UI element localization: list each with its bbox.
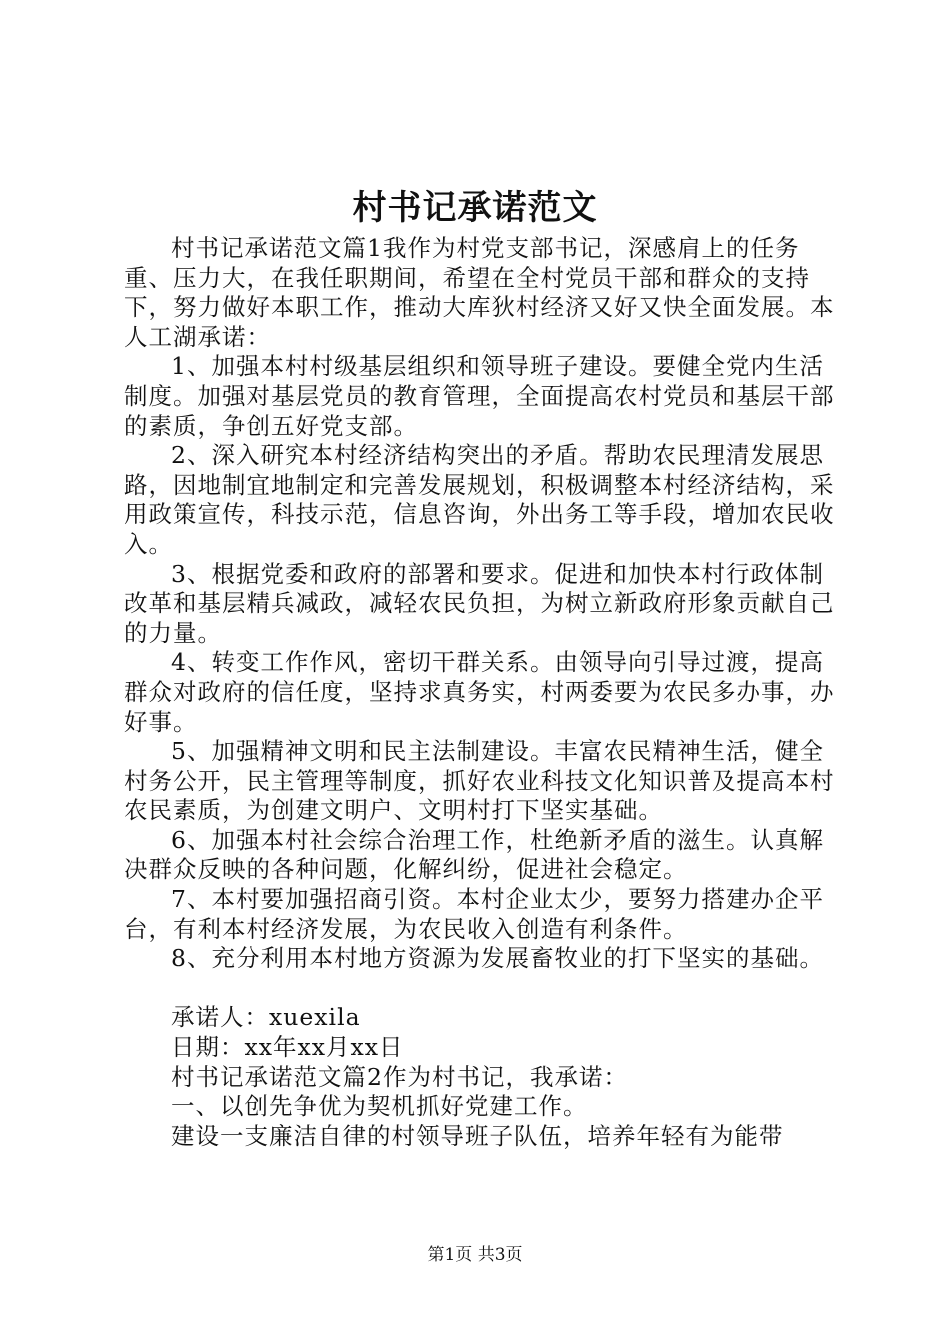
paragraph-item-8: 8、充分利用本村地方资源为发展畜牧业的打下坚实的基础。	[171, 944, 824, 973]
paragraph-intro: 村书记承诺范文篇1我作为村党支部书记，深感肩上的任务重、压力大，在我任职期间，希望在全村党员干部和群众的支持下，努力做好本职工作，推动大库狄村经济又好又快全面发展。本人工湖承诺：	[124, 234, 835, 351]
paragraph-item-7: 7、本村要加强招商引资。本村企业太少，要努力搭建办企平台，有利本村经济发展，为农民收入创造有利条件。	[124, 885, 824, 943]
paragraph-item-3: 3、根据党委和政府的部署和要求。促进和加快本村行政体制改革和基层精兵减政，减轻农民负担，为树立新政府形象贡献自己的力量。	[124, 559, 835, 647]
paragraph-item-6: 6、加强本村社会综合治理工作，杜绝新矛盾的滋生。认真解决群众反映的各种问题，化解纠纷，促进社会稳定。	[124, 825, 824, 884]
blank-line	[124, 974, 836, 1004]
date-line: 日期：xx年xx月xx日	[171, 1033, 404, 1062]
second-item-heading: 一、以创先争优为契机抓好党建工作。	[171, 1092, 588, 1121]
second-intro-line: 村书记承诺范文篇2作为村书记，我承诺：	[171, 1062, 628, 1091]
paragraph-item-4: 4、转变工作作风，密切干群关系。由领导向引导过渡，提高群众对政府的信任度，坚持求真务实，村两委要为农民多办事，办好事。	[124, 648, 835, 736]
page-footer: 第1页 共3页	[427, 1245, 523, 1265]
second-item-text: 建设一支廉洁自律的村领导班子队伍，培养年轻有为能带	[171, 1121, 784, 1150]
paragraph-item-2: 2、深入研究本村经济结构突出的矛盾。帮助农民理清发展思路，因地制宜地制定和完善发展规划，积极调整本村经济结构，采用政策宣传，科技示范，信息咨询，外出务工等手段，增加农民收入。	[124, 441, 835, 558]
paragraph-item-5: 5、加强精神文明和民主法制建设。丰富农民精神生活，健全村务公开，民主管理等制度，抓好农业科技文化知识普及提高本村农民素质，为创建文明户、文明村打下坚实基础。	[124, 737, 835, 825]
document-title: 村书记承诺范文	[352, 188, 598, 228]
document-body	[124, 234, 836, 1151]
paragraph-item-1: 1、加强本村村级基层组织和领导班子建设。要健全党内生活制度。加强对基层党员的教育管理，全面提高农村党员和基层干部的素质，争创五好党支部。	[124, 352, 835, 440]
signer-line: 承诺人：xuexila	[171, 1003, 361, 1032]
